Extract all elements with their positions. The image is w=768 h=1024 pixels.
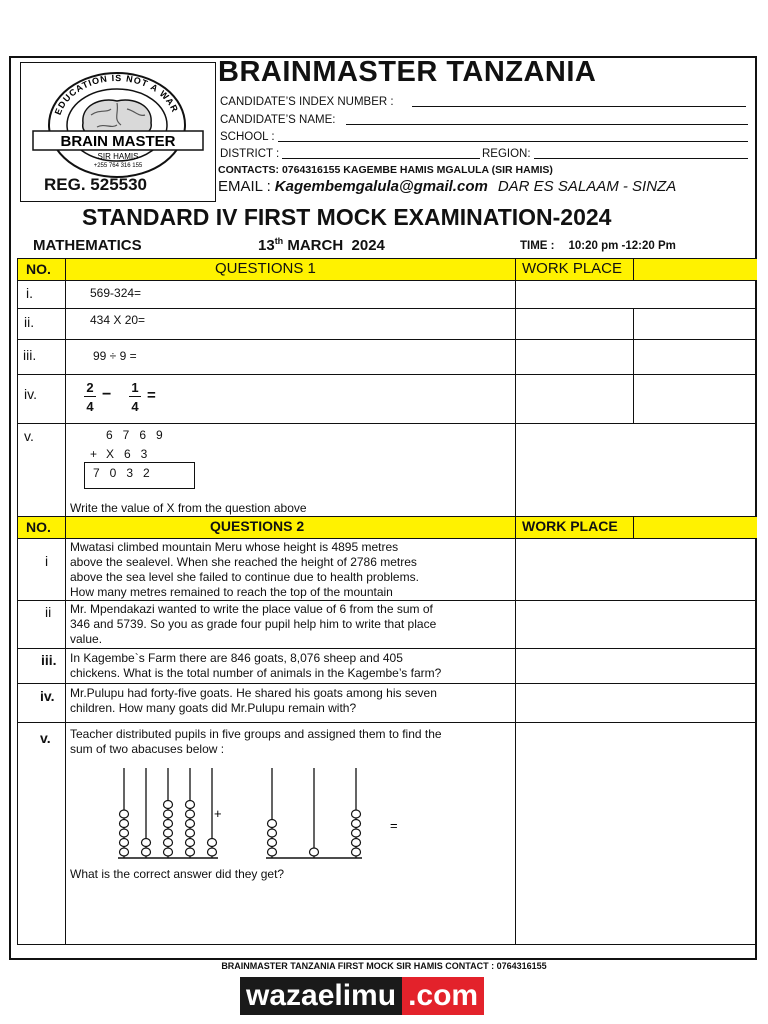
q2-2-text: Mr. Mpendakazi wanted to write the place value of 6 from the sum of 346 and 5739. So you as grade four pupil help him to write that place value. [70, 602, 437, 646]
logo-banner-text: BRAIN MASTER [60, 133, 176, 150]
abacus-plus: + [214, 806, 222, 821]
abacus-bead [268, 848, 277, 856]
abacus-bead [142, 848, 151, 856]
abacus-equals: = [390, 818, 398, 833]
school-label: SCHOOL : [220, 131, 275, 143]
abacus-bead [310, 848, 319, 856]
brand-domain: .com [402, 977, 484, 1015]
abacus-bead [268, 820, 277, 828]
q1-2-text: 434 X 20= [90, 313, 146, 327]
abacus-2-icon [266, 768, 362, 858]
email-label: EMAIL : [218, 178, 271, 195]
abacus-bead [164, 848, 173, 856]
abacus-bead [120, 829, 129, 837]
abacus-bead [352, 829, 361, 837]
q2-1-text: Mwatasi climbed mountain Meru whose height is 4895 metres above the sealevel. When she reached the height of 2786 metres above the sea level she failed to continue due to health problems. How many metres remained to reach the top of the mountain [70, 540, 419, 599]
abacus-bead [164, 829, 173, 837]
candidate-name-label: CANDIDATE’S NAME: [220, 114, 336, 126]
school-line[interactable] [278, 141, 748, 142]
exam-time: TIME : 10:20 pm -12:20 Pm [520, 240, 676, 252]
abacus-bead [352, 848, 361, 856]
q2-1-number: i [45, 553, 49, 569]
location: DAR ES SALAAM - SINZA [497, 178, 677, 195]
abacus-bead [120, 839, 129, 847]
section1-header-bar [17, 258, 757, 280]
district-line[interactable] [282, 158, 480, 159]
exam-date: 13th MARCH 2024 [258, 236, 385, 254]
logo-sub1: SIR HAMIS [97, 152, 139, 161]
abacus-bead [120, 848, 129, 856]
section1-work-header: WORK PLACE [522, 260, 623, 277]
abacus-bead [268, 829, 277, 837]
q1-5-number: v. [24, 428, 34, 444]
q1-3-number: iii. [23, 347, 37, 363]
abacus-bead [352, 810, 361, 818]
abacus-bead [142, 839, 151, 847]
abacus-bead [268, 839, 277, 847]
abacus-bead [186, 829, 195, 837]
q1-1-text: 569-324= [90, 286, 142, 300]
subject: MATHEMATICS [33, 237, 142, 254]
logo-sub2: +255 764 316 155 [93, 163, 143, 169]
registration-number: REG. 525530 [44, 175, 148, 194]
q1-1-number: i. [26, 285, 33, 301]
abacus-bead [186, 848, 195, 856]
brand-name: wazaelimu [240, 977, 402, 1015]
q2-4-text: Mr.Pulupu had forty-five goats. He shared his goats among his seven children. How many goats did Mr.Pulupu remain with? [70, 686, 437, 715]
exam-title: STANDARD IV FIRST MOCK EXAMINATION-2024 [82, 204, 612, 230]
q1-4-number: iv. [24, 386, 37, 402]
q1-5-text: Write the value of X from the question above [70, 501, 307, 515]
section1-title: QUESTIONS 1 [215, 260, 316, 277]
region-label: REGION: [482, 148, 531, 160]
index-number-line[interactable] [412, 106, 746, 107]
q2-3-number: iii. [41, 652, 57, 668]
q2-5-number: v. [40, 730, 51, 746]
candidate-name-line[interactable] [346, 124, 748, 125]
abacus-bead [352, 820, 361, 828]
q2-5-text: Teacher distributed pupils in five groups and assigned them to find the sum of two abacuses below : [70, 727, 442, 756]
q2-5-question: What is the correct answer did they get? [70, 867, 285, 881]
q1-3-text: 99 ÷ 9 = [93, 349, 137, 363]
index-number-label: CANDIDATE’S INDEX NUMBER : [220, 96, 394, 108]
abacus-bead [208, 848, 217, 856]
q1-2-number: ii. [24, 314, 35, 330]
abacus-bead [186, 839, 195, 847]
abacus-bead [186, 820, 195, 828]
footer-text: BRAINMASTER TANZANIA FIRST MOCK SIR HAMIS CONTACT : 0764316155 [221, 961, 547, 971]
contacts: CONTACTS: 0764316155 KAGEMBE HAMIS MGALULA (SIR HAMIS) [218, 164, 553, 176]
section1-no-header: NO. [26, 261, 51, 277]
abacus-bead [164, 810, 173, 818]
section2-work-header: WORK PLACE [522, 518, 618, 534]
abacus-bead [120, 810, 129, 818]
abacus-bead [164, 801, 173, 809]
q2-3-text: In Kagembe`s Farm there are 846 goats, 8,076 sheep and 405 chickens. What is the total number of animals in the Kagembe’s farm? [70, 651, 442, 680]
abacus-1-icon [118, 768, 218, 858]
abacus-bead [120, 820, 129, 828]
section2-title: QUESTIONS 2 [210, 518, 305, 534]
brand-logo [240, 977, 484, 1015]
abacus-bead [208, 839, 217, 847]
abacus-bead [186, 810, 195, 818]
section2-header-bar [17, 516, 757, 538]
q2-4-number: iv. [40, 688, 55, 704]
district-label: DISTRICT : [220, 148, 280, 160]
abacus-diagram [100, 760, 420, 868]
region-line[interactable] [534, 158, 748, 159]
abacus-bead [352, 839, 361, 847]
q2-2-number: ii [45, 604, 52, 620]
abacus-bead [164, 820, 173, 828]
email-address: Kagembemgalula@gmail.com [274, 178, 488, 195]
abacus-bead [186, 801, 195, 809]
email-row [218, 178, 676, 195]
abacus-bead [164, 839, 173, 847]
section2-no-header: NO. [26, 519, 51, 535]
logo-ring-text: EDUCATION IS NOT A WAR [52, 72, 181, 117]
org-title: BRAINMASTER TANZANIA [218, 56, 597, 88]
